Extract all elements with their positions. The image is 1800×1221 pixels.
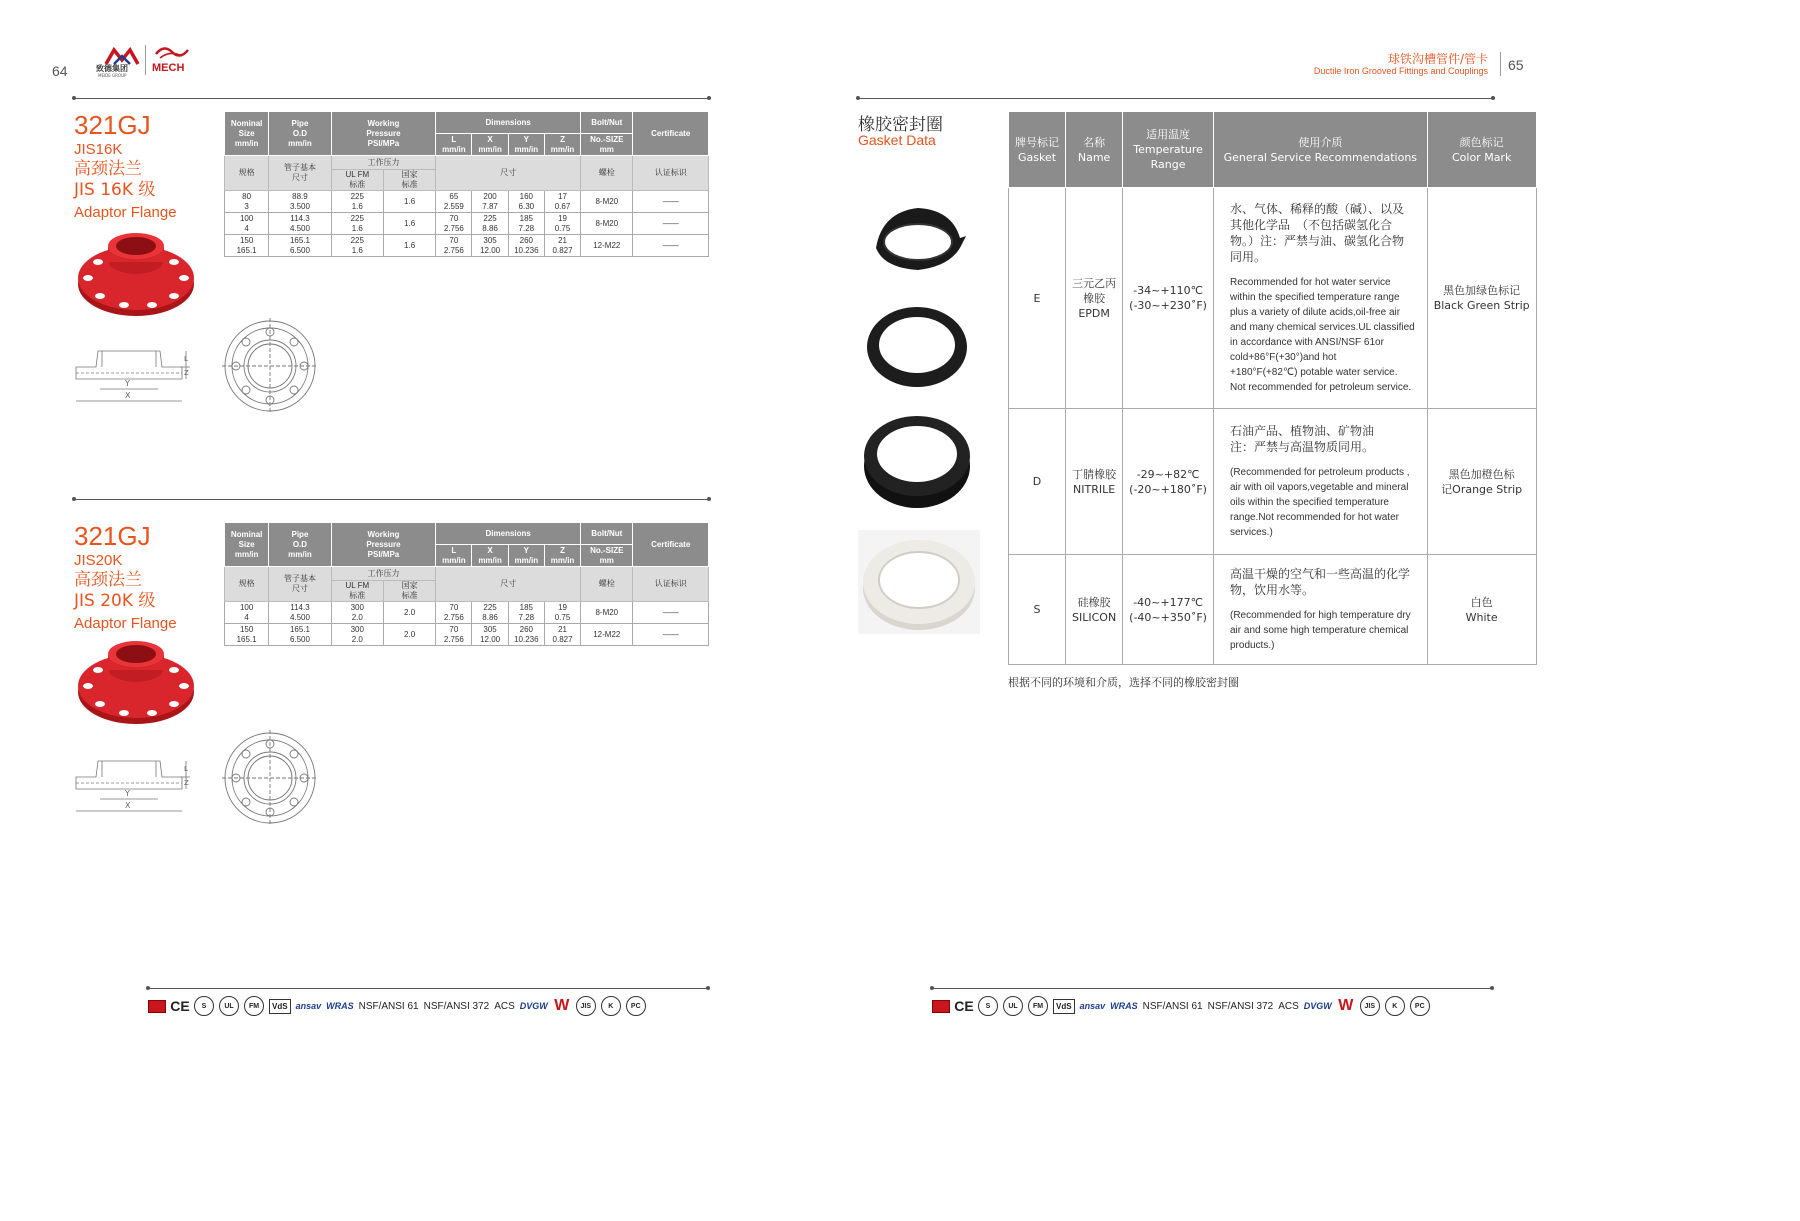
- side-drawing-label-z: Z: [184, 369, 189, 377]
- cell-size: 80 3: [225, 191, 269, 213]
- red-flange-image: [74, 226, 200, 322]
- col-cn-ulfm: UL FM 标准: [331, 170, 383, 191]
- right-page-title-cn: 球铁沟槽管件/管卡: [1387, 52, 1488, 66]
- col-z: Z mm/in: [544, 545, 580, 567]
- cell-x: 200 7.87: [472, 191, 508, 213]
- section1-rule: [74, 98, 709, 99]
- section2-flange-photo: [74, 634, 200, 730]
- cell-od: 165.1 6.500: [269, 624, 331, 646]
- gasket-rec-en: Recommended for hot water service within the specified temperature range plus a variety of dilute acids,oil-free air and many chemical services.UL classified in accordance with ANSI/NSF 61or cold+86°F(+30°)and hot +180°F(+82℃) potable water service. Not recommended for petroleum service.: [1229, 277, 1415, 393]
- cell-size: 100 4: [225, 213, 269, 235]
- right-footer-rule: [932, 988, 1492, 989]
- cert-fm-icon: FM: [1028, 996, 1048, 1016]
- right-page-number: 65: [1508, 57, 1524, 73]
- cell-y: 160 6.30: [508, 191, 544, 213]
- gasket-name: 丁腈橡胶 NITRILE: [1066, 409, 1123, 555]
- cell-bolt: 8-M20: [581, 602, 633, 624]
- gasket-rec-en: (Recommended for petroleum products , air with oil vapors,vegetable and mineral oils within the specified temperature range.Not recommended for hot water services.): [1229, 467, 1410, 538]
- col-bolt-nut: Bolt/Nut: [581, 523, 633, 545]
- gasket-recommendation: [1213, 409, 1427, 555]
- table-row: [225, 602, 709, 624]
- col-y: Y mm/in: [508, 545, 544, 567]
- gasket-code: E: [1009, 188, 1066, 409]
- cell-bolt: 8-M20: [581, 191, 633, 213]
- side-drawing-label-x: X: [125, 391, 131, 400]
- col-cn-size: 尺寸: [436, 156, 581, 191]
- cell-l: 65 2.559: [436, 191, 472, 213]
- flange-front-view-drawing: [222, 730, 318, 826]
- section1-std: JIS16K: [74, 141, 123, 158]
- gasket-col-name: 名称 Name: [1066, 112, 1123, 188]
- cell-z: 19 0.75: [544, 602, 580, 624]
- cell-od: 114.3 4.500: [269, 213, 331, 235]
- left-footer-rule: [148, 988, 708, 989]
- gasket-row-silicon: [1009, 555, 1537, 665]
- section1-name-cn: 高颈法兰: [74, 159, 142, 179]
- right-cert-bar: [932, 993, 1430, 1019]
- cell-cert: ——: [633, 191, 709, 213]
- col-cn-size: 尺寸: [436, 567, 581, 602]
- cell-z: 21 0.827: [544, 624, 580, 646]
- cell-size: 150 165.1: [225, 624, 269, 646]
- gasket-photo-4: [858, 530, 980, 634]
- flange-front-view-drawing: [222, 318, 318, 414]
- section2-title: [74, 521, 177, 633]
- cell-size: 150 165.1: [225, 235, 269, 257]
- col-cn-bolt: 螺栓: [581, 567, 633, 602]
- cert-ul-icon: UL: [1003, 996, 1023, 1016]
- black-ring-gasket-image: [862, 304, 972, 390]
- cell-nat: 2.0: [383, 624, 435, 646]
- cert-acs-icon: ACS: [494, 1000, 515, 1012]
- cert-s-icon: S: [194, 996, 214, 1016]
- col-dimensions: Dimensions: [436, 112, 581, 134]
- black-thick-gasket-image: [860, 410, 974, 510]
- col-l: L mm/in: [436, 545, 472, 567]
- cell-ulfm: 300 2.0: [331, 624, 383, 646]
- col-cn-pipe: 管子基本 尺寸: [269, 156, 331, 191]
- cell-bolt: 8-M20: [581, 213, 633, 235]
- gasket-table: [1008, 111, 1537, 665]
- section2-front-drawing: [222, 730, 318, 826]
- gasket-rec-cn: 水、气体、稀释的酸（碱）、以及 其他化学品 （不包括碳氢化合 物。）注：严禁与油、碳氢化合物 同用。: [1229, 202, 1404, 264]
- cell-ulfm: 225 1.6: [331, 235, 383, 257]
- cert-nsf-ansi-372-icon: NSF/ANSI 372: [423, 1000, 490, 1012]
- cell-nat: 1.6: [383, 191, 435, 213]
- section2-side-drawing: [72, 755, 192, 817]
- cell-l: 70 2.756: [436, 602, 472, 624]
- gasket-row-epdm: [1009, 188, 1537, 409]
- col-cn-pipe: 管子基本 尺寸: [269, 567, 331, 602]
- col-nominal: Nominal Size mm/in: [225, 112, 269, 156]
- flange-side-view-drawing: [72, 345, 192, 407]
- gasket-name: 三元乙丙 橡胶 EPDM: [1066, 188, 1123, 409]
- col-cn-national: 国家 标准: [383, 170, 435, 191]
- cert-w-icon: W: [554, 997, 570, 1014]
- cell-x: 225 8.86: [472, 602, 508, 624]
- cell-cert: ——: [633, 602, 709, 624]
- cell-y: 260 10.236: [508, 624, 544, 646]
- cell-cert: ——: [633, 213, 709, 235]
- col-no-size: No.-SIZE mm: [581, 545, 633, 567]
- col-certificate: Certificate: [633, 523, 709, 567]
- gasket-code: D: [1009, 409, 1066, 555]
- cell-ulfm: 225 1.6: [331, 191, 383, 213]
- col-y: Y mm/in: [508, 134, 544, 156]
- gasket-col-rec: 使用介质 General Service Recommendations: [1213, 112, 1427, 188]
- cert-wras-icon: WRAS: [1110, 1001, 1138, 1011]
- col-x: X mm/in: [472, 545, 508, 567]
- cert-nsf-ansi-61-icon: NSF/ANSI 61: [1142, 1000, 1203, 1012]
- cell-nat: 1.6: [383, 213, 435, 235]
- col-cn-cert: 认证标识: [633, 156, 709, 191]
- black-gasket-image: [862, 196, 972, 286]
- cell-x: 305 12.00: [472, 624, 508, 646]
- gasket-color: 黑色加橙色标 记Orange Strip: [1427, 409, 1536, 555]
- side-drawing-label-l: L: [184, 355, 188, 363]
- section2-spec-table: [224, 522, 709, 646]
- col-l: L mm/in: [436, 134, 472, 156]
- section2-model: 321GJ: [74, 521, 151, 551]
- cell-nat: 1.6: [383, 235, 435, 257]
- section1-model: 321GJ: [74, 110, 151, 140]
- cell-y: 260 10.236: [508, 235, 544, 257]
- gasket-col-color: 颜色标记 Color Mark: [1427, 112, 1536, 188]
- flag-icon: [148, 1000, 166, 1013]
- table-row: [225, 624, 709, 646]
- col-cn-spec: 规格: [225, 567, 269, 602]
- cell-cert: ——: [633, 235, 709, 257]
- gasket-photo-2: [862, 304, 972, 390]
- side-drawing-label-x: X: [125, 801, 131, 810]
- cert-vds-icon: VdS: [1053, 999, 1075, 1014]
- col-no-size: No.-SIZE mm: [581, 134, 633, 156]
- gasket-recommendation: [1213, 188, 1427, 409]
- mech-logo: [152, 44, 194, 76]
- cell-x: 225 8.86: [472, 213, 508, 235]
- col-x: X mm/in: [472, 134, 508, 156]
- cell-nat: 2.0: [383, 602, 435, 624]
- section1-front-drawing: [222, 318, 318, 414]
- gasket-photo-1: [862, 196, 972, 286]
- cert-ce-icon: CE: [954, 998, 974, 1014]
- section2-rows: [225, 602, 709, 646]
- col-z: Z mm/in: [544, 134, 580, 156]
- section1-title: [74, 110, 177, 222]
- section2-class-cn: JIS 20K 级: [74, 591, 156, 611]
- brand-mech: MECH: [152, 62, 185, 74]
- cell-z: 19 0.75: [544, 213, 580, 235]
- gasket-temp: -34~+110℃ (-30~+230˚F): [1123, 188, 1214, 409]
- red-flange-image: [74, 634, 200, 730]
- white-gasket-image: [858, 530, 980, 634]
- table-row: [225, 213, 709, 235]
- gasket-temp: -29~+82℃ (-20~+180˚F): [1123, 409, 1214, 555]
- cert-pc-icon: PC: [1410, 996, 1430, 1016]
- section2-name-en: Adaptor Flange: [74, 615, 177, 632]
- col-cn-work: 工作压力: [331, 156, 436, 170]
- col-dimensions: Dimensions: [436, 523, 581, 545]
- cert-nsf-ansi-372-icon: NSF/ANSI 372: [1207, 1000, 1274, 1012]
- col-working-pressure: Working Pressure PSI/MPa: [331, 112, 436, 156]
- cell-od: 165.1 6.500: [269, 235, 331, 257]
- gasket-photo-3: [860, 410, 974, 510]
- gasket-color: 黑色加绿色标记 Black Green Strip: [1427, 188, 1536, 409]
- col-cn-national: 国家 标准: [383, 581, 435, 602]
- cert-s-icon: S: [978, 996, 998, 1016]
- side-drawing-label-z: Z: [184, 779, 189, 787]
- cell-y: 185 7.28: [508, 602, 544, 624]
- cell-od: 114.3 4.500: [269, 602, 331, 624]
- gasket-rec-en: (Recommended for high temperature dry air and some high temperature chemical products.): [1229, 610, 1411, 651]
- cell-od: 88.9 3.500: [269, 191, 331, 213]
- section2-name-cn: 高颈法兰: [74, 570, 142, 590]
- gasket-col-code: 牌号标记 Gasket: [1009, 112, 1066, 188]
- cert-nsf-ansi-61-icon: NSF/ANSI 61: [358, 1000, 419, 1012]
- side-drawing-label-l: L: [184, 765, 188, 773]
- brand-group-en: MEIDE GROUP: [98, 73, 127, 78]
- cell-size: 100 4: [225, 602, 269, 624]
- col-certificate: Certificate: [633, 112, 709, 156]
- cell-bolt: 12-M22: [581, 235, 633, 257]
- cert-dvgw-icon: DVGW: [1303, 1001, 1332, 1011]
- cert-vds-icon: VdS: [269, 999, 291, 1014]
- gasket-col-temp: 适用温度 Temperature Range: [1123, 112, 1214, 188]
- cert-ul-icon: UL: [219, 996, 239, 1016]
- gasket-code: S: [1009, 555, 1066, 665]
- gasket-recommendation: [1213, 555, 1427, 665]
- right-page-title-en: Ductile Iron Grooved Fittings and Couplings: [1313, 66, 1488, 76]
- section1-name-en: Adaptor Flange: [74, 204, 177, 221]
- flange-side-view-drawing: [72, 755, 192, 817]
- side-drawing-label-y: Y: [125, 789, 130, 798]
- cell-l: 70 2.756: [436, 624, 472, 646]
- col-cn-ulfm: UL FM 标准: [331, 581, 383, 602]
- gasket-rule: [858, 98, 1493, 99]
- cert-jis-icon: JIS: [1360, 996, 1380, 1016]
- section1-side-drawing: [72, 345, 192, 407]
- cell-ulfm: 300 2.0: [331, 602, 383, 624]
- cert-pc-icon: PC: [626, 996, 646, 1016]
- flag-icon: [932, 1000, 950, 1013]
- gasket-title-en: Gasket Data: [858, 132, 936, 148]
- col-bolt-nut: Bolt/Nut: [581, 112, 633, 134]
- cert-k-icon: K: [1385, 996, 1405, 1016]
- cert-dvgw-icon: DVGW: [519, 1001, 548, 1011]
- section1-flange-photo: [74, 226, 200, 322]
- cert-ansav-icon: ansav: [295, 1001, 322, 1011]
- col-pipe-od: Pipe O.D mm/in: [269, 523, 331, 567]
- section1-class-cn: JIS 16K 级: [74, 180, 156, 200]
- cert-ansav-icon: ansav: [1079, 1001, 1106, 1011]
- gasket-title-cn: 橡胶密封圈: [858, 115, 943, 135]
- gasket-note: 根据不同的环境和介质，选择不同的橡胶密封圈: [1008, 676, 1239, 689]
- mech-logo-icon: [152, 44, 192, 62]
- meide-logo: [96, 46, 148, 76]
- gasket-name: 硅橡胶 SILICON: [1066, 555, 1123, 665]
- left-cert-bar: [148, 993, 646, 1019]
- col-cn-cert: 认证标识: [633, 567, 709, 602]
- table-row: [225, 235, 709, 257]
- brand-group-label: 致德集团: [96, 64, 128, 73]
- col-working-pressure: Working Pressure PSI/MPa: [331, 523, 436, 567]
- gasket-temp: -40~+177℃ (-40~+350˚F): [1123, 555, 1214, 665]
- section1-spec-table: [224, 111, 709, 257]
- cert-fm-icon: FM: [244, 996, 264, 1016]
- table-row: [225, 191, 709, 213]
- cert-wras-icon: WRAS: [326, 1001, 354, 1011]
- section2-rule: [74, 499, 709, 500]
- cert-jis-icon: JIS: [576, 996, 596, 1016]
- cell-l: 70 2.756: [436, 235, 472, 257]
- col-pipe-od: Pipe O.D mm/in: [269, 112, 331, 156]
- col-cn-work: 工作压力: [331, 567, 436, 581]
- col-cn-spec: 规格: [225, 156, 269, 191]
- left-page-number: 64: [52, 63, 68, 79]
- cert-k-icon: K: [601, 996, 621, 1016]
- col-nominal: Nominal Size mm/in: [225, 523, 269, 567]
- gasket-rec-cn: 石油产品、植物油、矿物油 注：严禁与高温物质同用。: [1229, 424, 1374, 454]
- gasket-color: 白色 White: [1427, 555, 1536, 665]
- section2-std: JIS20K: [74, 552, 123, 569]
- side-drawing-label-y: Y: [125, 379, 130, 388]
- section1-rows: [225, 191, 709, 257]
- cell-cert: ——: [633, 624, 709, 646]
- gasket-row-nitrile: [1009, 409, 1537, 555]
- cell-x: 305 12.00: [472, 235, 508, 257]
- cell-ulfm: 225 1.6: [331, 213, 383, 235]
- cell-bolt: 12-M22: [581, 624, 633, 646]
- cert-w-icon: W: [1338, 997, 1354, 1014]
- cell-z: 17 0.67: [544, 191, 580, 213]
- cert-ce-icon: CE: [170, 998, 190, 1014]
- cell-z: 21 0.827: [544, 235, 580, 257]
- cell-l: 70 2.756: [436, 213, 472, 235]
- cert-acs-icon: ACS: [1278, 1000, 1299, 1012]
- gasket-rec-cn: 高温干燥的空气和一些高温的化学 物，饮用水等。: [1229, 567, 1410, 597]
- col-cn-bolt: 螺栓: [581, 156, 633, 191]
- cell-y: 185 7.28: [508, 213, 544, 235]
